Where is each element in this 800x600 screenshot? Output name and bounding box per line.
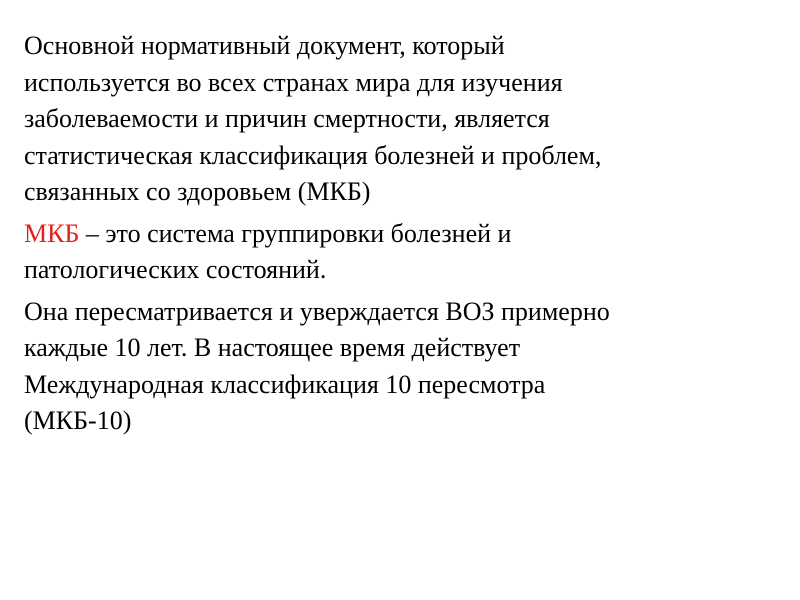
paragraph-icd-revision: [24, 294, 776, 440]
text-line: Международная классификация 10 пересмотра: [24, 369, 546, 399]
text-line: каждые 10 лет. В настоящее время действует: [24, 333, 521, 362]
text-line: Основной нормативный документ, который: [24, 31, 505, 60]
text-line: используется во всех странах мира для изучения: [24, 67, 563, 97]
slide-body-text: [24, 28, 776, 445]
text-line: патологических состояний.: [24, 255, 327, 284]
highlighted-term: МКБ: [24, 218, 80, 248]
text-line: [24, 216, 776, 253]
paragraph-icd-definition-intro: [24, 28, 776, 211]
text-line: связанных со здоровьем (МКБ): [24, 177, 371, 206]
text-line: Она пересматривается и уверждается ВОЗ примерно: [24, 296, 610, 326]
paragraph-icd-system-definition: [24, 216, 776, 289]
text-line: (МКБ-10): [24, 406, 132, 435]
text-line: заболеваемости и причин смертности, является: [24, 104, 550, 133]
text-line: статистическая классификация болезней и проблем,: [24, 140, 602, 170]
text-fragment: – это система группировки болезней и: [79, 218, 512, 248]
